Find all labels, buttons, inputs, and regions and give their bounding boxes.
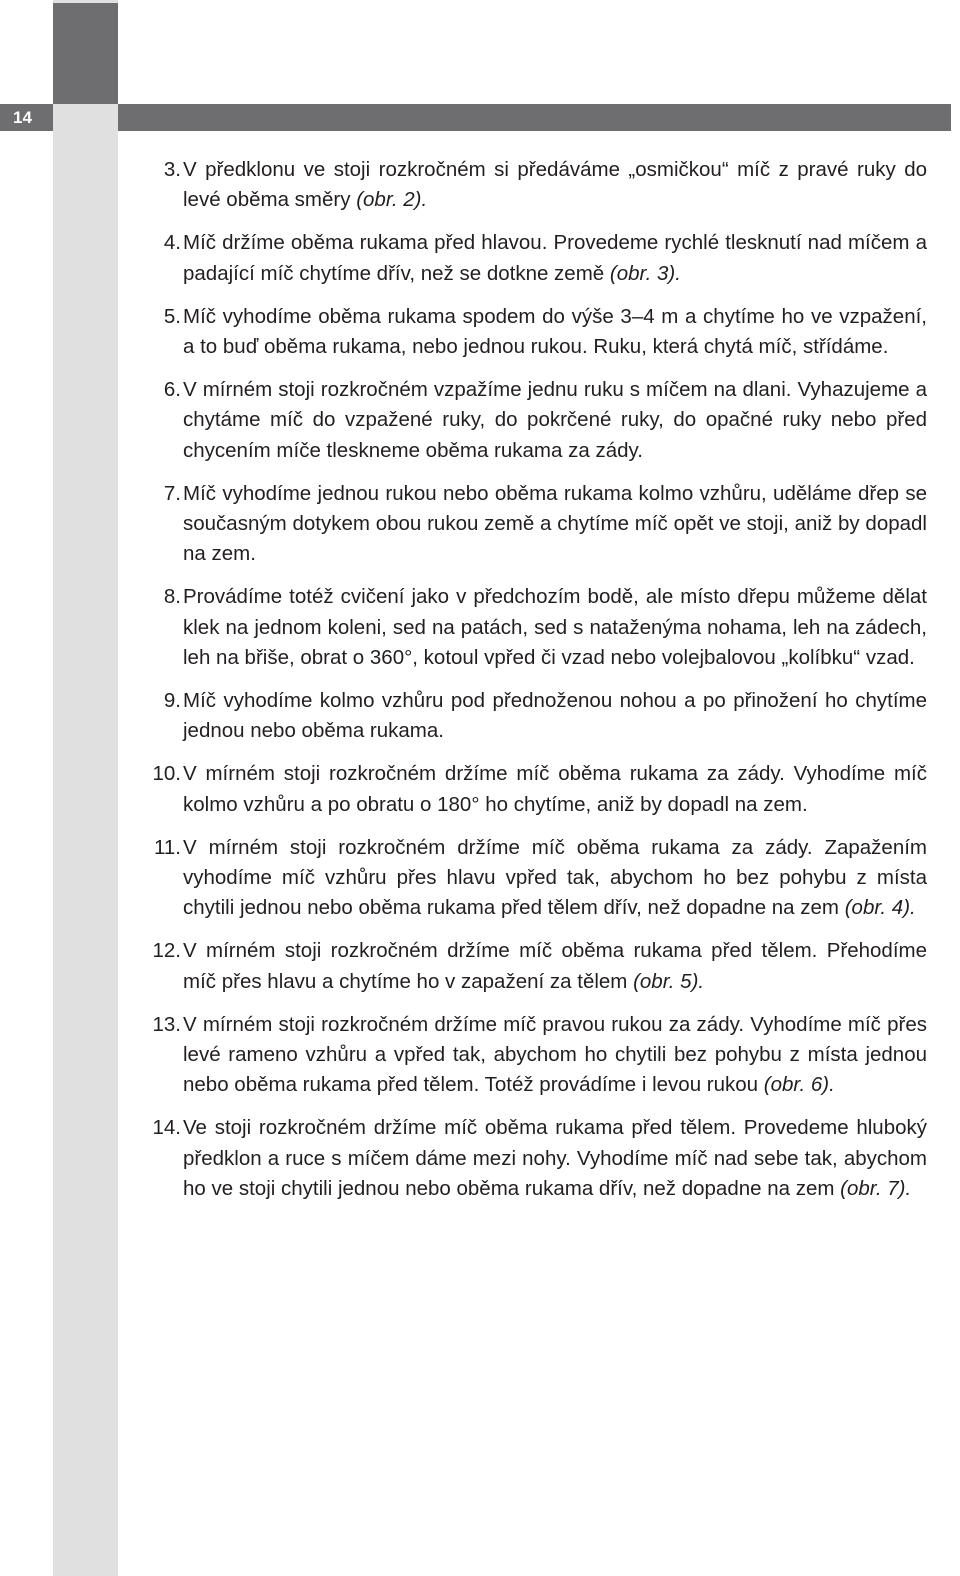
figure-reference: (obr. 3). [609, 261, 681, 285]
list-item [137, 833, 927, 924]
list-item [137, 582, 927, 673]
figure-reference: (obr. 4). [844, 896, 916, 920]
list-item [137, 759, 927, 819]
side-column-decoration [53, 0, 118, 1576]
item-text: Míč vyhodíme jednou rukou nebo oběma rukama kolmo vzhůru, uděláme dřep se současným dotykem obou rukou země a chytíme míč opět ve stoji, aniž by dopadl na zem. [183, 481, 927, 566]
item-text: V mírném stoji rozkročném držíme míč oběma rukama před tělem. Přehodíme míč přes hlavu a chytíme ho v zapažení za tělem (obr. 5). [183, 939, 927, 993]
item-text: Míč držíme oběma rukama před hlavou. Provedeme rychlé tlesknutí nad míčem a padající míč chytíme dřív, než se dotkne země (obr. 3). [183, 231, 927, 285]
item-number: 6. [163, 378, 181, 402]
item-text: Ve stoji rozkročném držíme míč oběma rukama před tělem. Provedeme hluboký předklon a ruce s míčem dáme mezi nohy. Vyhodíme míč nad sebe tak, abychom ho ve stoji chytili jednou nebo oběma rukama dřív, než dopadne na zem (obr. 7). [183, 1116, 927, 1200]
item-text: V mírném stoji rozkročném držíme míč oběma rukama za zády. Zapažením vyhodíme míč vzhůru přes hlavu vpřed tak, abychom ho bez pohybu z místa chytili jednou nebo oběma rukama před tělem dřív, než dopadne na zem (obr. 4). [183, 835, 927, 920]
item-text: V mírném stoji rozkročném držíme míč pravou rukou za zády. Vyhodíme míč přes levé rameno vzhůru a vpřed tak, abychom ho chytili bez pohybu z místa jednou nebo oběma rukama před tělem. Totéž provádíme i levou rukou (obr. 6). [183, 1012, 927, 1097]
item-number: 7. [163, 481, 181, 505]
top-tab-decoration [53, 3, 118, 104]
figure-reference: (obr. 7). [840, 1176, 912, 1200]
item-number: 14. [152, 1116, 181, 1140]
item-number: 3. [163, 158, 181, 181]
item-text: V mírném stoji rozkročném držíme míč oběma rukama za zády. Vyhodíme míč kolmo vzhůru a po obratu o 180° ho chytíme, aniž by dopadl na zem. [183, 762, 927, 816]
list-item [137, 302, 927, 362]
exercise-list [137, 155, 927, 1217]
item-text: V mírném stoji rozkročném vzpažíme jednu ruku s míčem na dlani. Vyhazujeme a chytáme míč do vzpažené ruky, do pokrčené ruky, do opačné ruky nebo před chycením míče tleskneme oběma rukama za zády. [183, 378, 927, 462]
item-number: 9. [163, 689, 181, 713]
item-number: 11. [154, 835, 181, 859]
figure-reference: (obr. 2). [356, 188, 428, 212]
page-number: 14 [0, 104, 53, 131]
figure-reference: (obr. 5). [633, 969, 705, 993]
list-item [137, 479, 927, 570]
item-number: 4. [163, 231, 181, 255]
item-text: Míč vyhodíme oběma rukama spodem do výše 3–4 m a chytíme ho ve vzpažení, a to buď oběma rukama, nebo jednou rukou. Ruku, která chytá míč, střídáme. [183, 304, 927, 359]
item-number: 5. [163, 304, 181, 328]
list-item [137, 228, 927, 288]
item-text: Provádíme totéž cvičení jako v předchozím bodě, ale místo dřepu můžeme dělat klek na jednom koleni, sed na patách, sed s nataženýma nohama, leh na zádech, leh na břiše, obrat o 360°, kotoul vpřed či vzad nebo volejbalovou „kolíbku“ vzad. [183, 585, 927, 669]
list-item [137, 155, 927, 215]
item-text: Míč vyhodíme kolmo vzhůru pod přednoženou nohou a po přinožení ho chytíme jednou nebo oběma rukama. [183, 689, 927, 743]
item-text: V předklonu ve stoji rozkročném si předáváme „osmičkou“ míč z pravé ruky do levé oběma směry (obr. 2). [183, 158, 927, 212]
item-number: 12. [152, 939, 181, 963]
item-number: 8. [163, 585, 181, 609]
item-number: 10. [152, 762, 181, 786]
list-item [137, 686, 927, 746]
figure-reference: (obr. 6). [763, 1073, 835, 1097]
list-item [137, 375, 927, 466]
list-item [137, 1010, 927, 1101]
list-item [137, 1113, 927, 1204]
header-bar [118, 104, 951, 131]
list-item [137, 936, 927, 996]
item-number: 13. [152, 1012, 181, 1036]
